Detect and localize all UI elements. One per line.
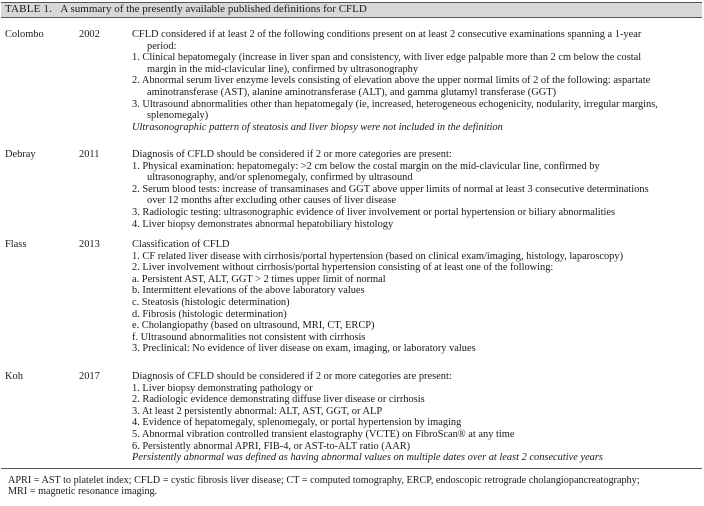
definition-line: 1. Physical examination: hepatomegaly: >2 cm below the costal margin on the mid-clavicular line, confirmed by bbox=[132, 160, 600, 172]
table-title: A summary of the presently available published definitions for CFLD bbox=[60, 3, 367, 15]
definition-line: 1. CF related liver disease with cirrhosis/portal hypertension (based on clinical exam/imaging, histology, laparoscopy) bbox=[132, 250, 624, 262]
definition-line: f. Ultrasound abnormalities not consistent with cirrhosis bbox=[132, 331, 366, 343]
definition-line: 3. Ultrasound abnormalities other than hepatomegaly (ie, increased, heterogeneous echogenicity, nodularity, irregular margins, bbox=[132, 98, 658, 110]
definition-line: 4. Liver biopsy demonstrates abnormal hepatobiliary histology bbox=[132, 218, 394, 230]
definition-cell bbox=[132, 29, 698, 133]
author-cell: Colombo bbox=[5, 29, 44, 40]
definition-line: ultrasonography, and/or splenomegaly, confirmed by ultrasound bbox=[147, 172, 413, 184]
definition-note: Ultrasonographic pattern of steatosis and liver biopsy were not included in the definition bbox=[132, 121, 503, 133]
footnote-line: APRI = AST to platelet index; CFLD = cystic fibrosis liver disease; CT = computed tomography, ERCP, endoscopic retrograde cholangiopancreatography; bbox=[8, 475, 640, 486]
definition-line: over 12 months after excluding other causes of liver disease bbox=[147, 195, 397, 207]
definition-line: c. Steatosis (histologic determination) bbox=[132, 296, 290, 308]
definition-line: splenomegaly) bbox=[147, 110, 209, 122]
year-cell: 2011 bbox=[79, 149, 100, 160]
year-cell: 2002 bbox=[79, 29, 100, 40]
definition-line: Classification of CFLD bbox=[132, 239, 230, 250]
definition-line: 6. Persistently abnormal APRI, FIB-4, or AST-to-ALT ratio (AAR) bbox=[132, 440, 411, 452]
year-cell: 2013 bbox=[79, 239, 100, 250]
definition-line: Diagnosis of CFLD should be considered if 2 or more categories are present: bbox=[132, 371, 452, 382]
definition-line: margin in the mid-clavicular line), confirmed by ultrasonography bbox=[147, 63, 419, 75]
definition-line: aminotransferase (AST), alanine aminotransferase (ALT), and gamma glutamyl transferase (GGT) bbox=[147, 86, 557, 98]
table-bottom-rule bbox=[1, 468, 702, 469]
definition-line: 5. Abnormal vibration controlled transient elastography (VCTE) on FibroScan® at any time bbox=[132, 428, 515, 440]
table-caption bbox=[5, 4, 367, 16]
definition-line: e. Cholangiopathy (based on ultrasound, MRI, CT, ERCP) bbox=[132, 320, 375, 332]
definition-line: 2. Radiologic evidence demonstrating diffuse liver disease or cirrhosis bbox=[132, 394, 425, 406]
definition-line: 3. Radiologic testing: ultrasonographic evidence of liver involvement or portal hypertension or biliary abnormalities bbox=[132, 206, 616, 218]
definition-line: 2. Serum blood tests: increase of transaminases and GGT above upper limits of normal at least 3 consecutive determinations bbox=[132, 183, 649, 195]
author-cell: Debray bbox=[5, 149, 36, 160]
definition-note: Persistently abnormal was defined as having abnormal values on multiple dates over at least 2 consecutive years bbox=[132, 452, 603, 464]
definition-line: Diagnosis of CFLD should be considered if 2 or more categories are present: bbox=[132, 149, 452, 160]
definition-line: 1. Liver biopsy demonstrating pathology or bbox=[132, 382, 313, 394]
definition-line: 3. At least 2 persistently abnormal: ALT, AST, GGT, or ALP bbox=[132, 405, 383, 417]
definition-line: b. Intermittent elevations of the above laboratory values bbox=[132, 285, 365, 297]
author-cell: Flass bbox=[5, 239, 27, 250]
table-footnote bbox=[8, 475, 702, 498]
definition-line: d. Fibrosis (histologic determination) bbox=[132, 308, 287, 320]
definition-line: a. Persistent AST, ALT, GGT > 2 times upper limit of normal bbox=[132, 273, 386, 285]
definition-line: 2. Liver involvement without cirrhosis/portal hypertension consisting of at least one of the following: bbox=[132, 262, 554, 274]
definition-cell bbox=[132, 371, 698, 464]
definition-line: CFLD considered if at least 2 of the following conditions present on at least 2 consecutive examinations spanning a 1-year bbox=[132, 29, 642, 40]
definition-line: 1. Clinical hepatomegaly (increase in liver span and consistency, with liver edge palpable more than 2 cm below the costal bbox=[132, 52, 642, 64]
year-cell: 2017 bbox=[79, 371, 100, 382]
definition-line: 4. Evidence of hepatomegaly, splenomegaly, or portal hypertension by imaging bbox=[132, 417, 462, 429]
author-cell: Koh bbox=[5, 371, 23, 382]
table-number: TABLE 1. bbox=[5, 3, 53, 15]
definition-cell bbox=[132, 239, 698, 355]
definition-line: 3. Preclinical: No evidence of liver disease on exam, imaging, or laboratory values bbox=[132, 343, 476, 355]
definition-line: 2. Abnormal serum liver enzyme levels consisting of elevation above the upper normal limits of 2 of the following: aspartate bbox=[132, 75, 651, 87]
definition-cell bbox=[132, 149, 698, 230]
table-caption-bar bbox=[1, 2, 702, 18]
footnote-line: MRI = magnetic resonance imaging. bbox=[8, 486, 158, 498]
definition-line: period: bbox=[147, 40, 177, 52]
